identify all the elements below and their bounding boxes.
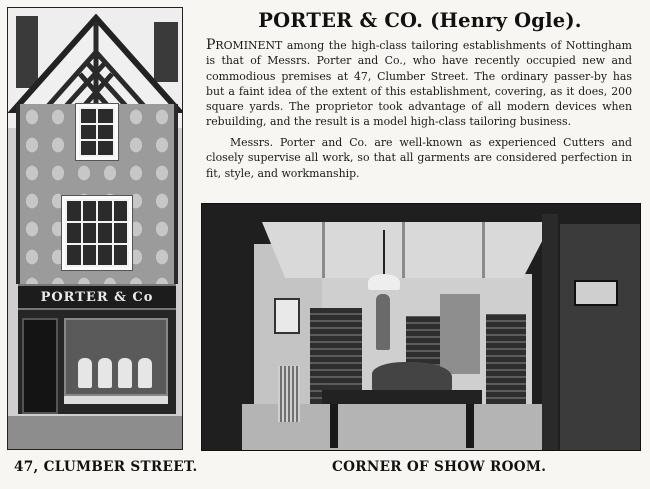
lamp-cord [383,230,385,278]
room-ceiling [262,222,552,278]
shop-fascia-sign [18,284,176,310]
radiator [278,366,300,422]
ceiling-beam [322,222,325,278]
displayed-garment [98,358,112,388]
tailor-dummy [376,294,390,350]
displayed-garment [118,358,132,388]
cloth-bundle [372,362,452,392]
drop-cap: P [206,37,216,53]
adjoining-room [560,224,641,451]
shop-sign-text: PORTER & Co [40,289,154,305]
ceiling-beam [402,222,405,278]
upper-window [76,104,118,160]
article-paragraph-1 [206,38,632,130]
article-paragraph-2 [206,135,632,181]
shop-front-caption: 47, CLUMBER STREET. [14,459,198,475]
window-strip-sign [64,396,168,404]
middle-window [62,196,132,270]
ceiling-beam [482,222,485,278]
table-leg [466,404,474,448]
tudor-gable [8,14,183,114]
show-room-caption: CORNER OF SHOW ROOM. [332,459,547,475]
pavement [8,416,182,450]
shop-door [22,318,58,414]
show-room-photo [201,203,641,451]
room-pillar [542,214,558,451]
displayed-garment [78,358,92,388]
adjoining-room-picture [574,280,618,306]
shop-front-photo [7,7,183,450]
back-doorway [440,294,480,374]
wall-notice-frame [274,298,300,334]
paragraph-1-text: ROMINENT among the high-class tailoring establishments of Nottingham is that of Messrs. Porter and Co., who have recently occupied new and commodious premises at 47, Clumber Street. The ordinary passer-by has but a faint idea of the extent of this establishment, covering, as it does, 200 square yards. The proprietor took advantage of all modern devices when rebuilding, and the result is a model high-class tailoring business. [206,39,632,129]
page-title: PORTER & CO. (Henry Ogle). [258,9,582,32]
hanging-lamp [368,274,400,290]
cutting-table [322,390,482,404]
cloth-shelf [486,314,526,404]
table-leg [330,404,338,448]
paragraph-2-text: Messrs. Porter and Co. are well-known as experienced Cutters and closely supervise all work, so that all garments are considered perfection in fit, style, and workmanship. [206,136,632,180]
displayed-garment [138,358,152,388]
